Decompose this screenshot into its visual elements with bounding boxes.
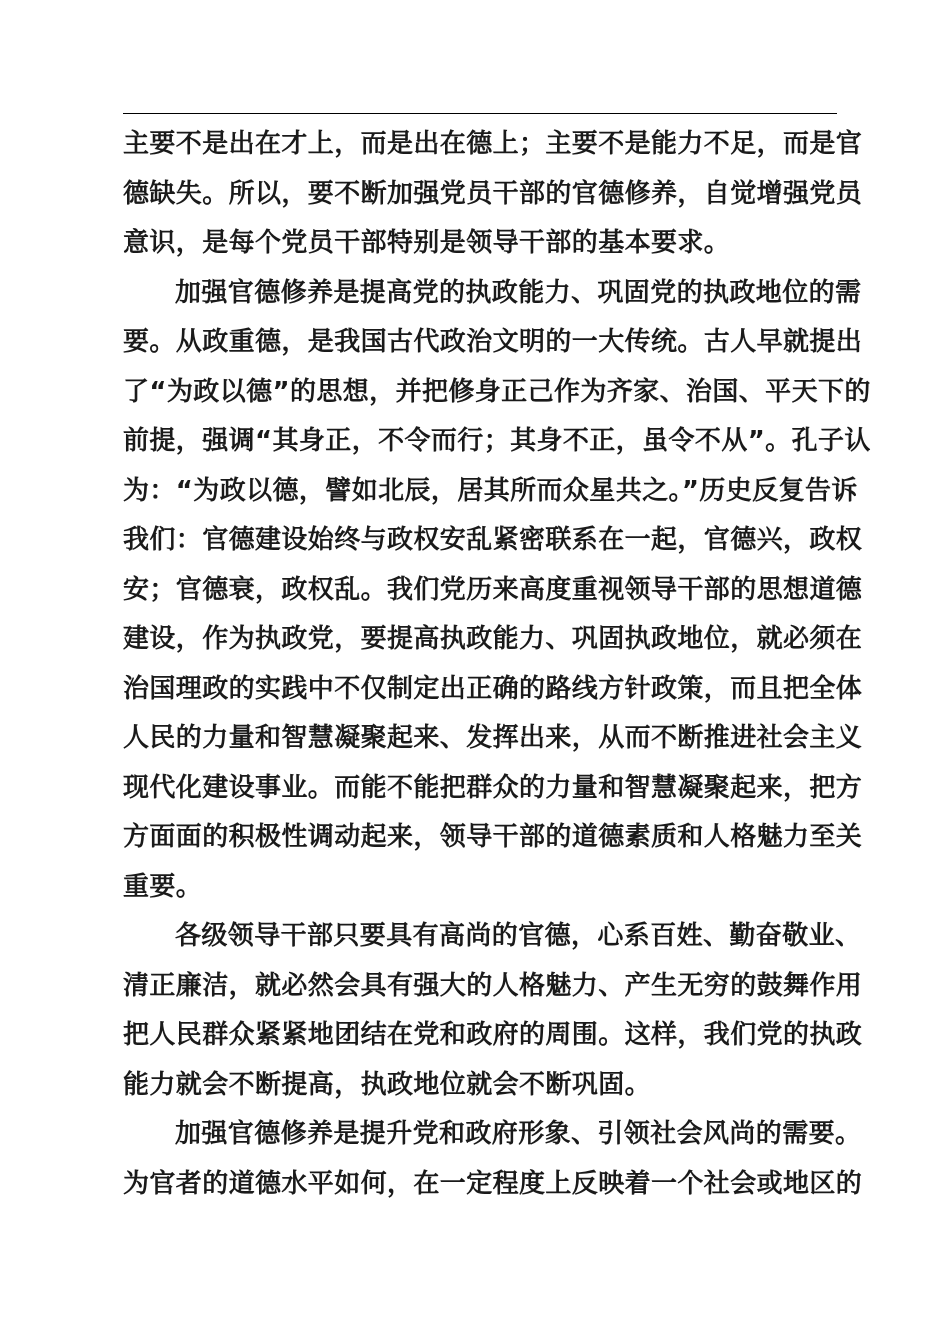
text-line: 重要。 [123,871,203,902]
header-rule [123,113,837,114]
text-line: 了“为政以德”的思想，并把修身正己作为齐家、治国、平天下的 [123,376,871,407]
text-line: 能力就会不断提高，执政地位就会不断巩固。 [123,1069,652,1100]
text-line: 清正廉洁，就必然会具有强大的人格魅力、产生无穷的鼓舞作用 [123,970,863,1001]
text-line: 把人民群众紧紧地团结在党和政府的周围。这样，我们党的执政 [123,1020,863,1050]
text-line: 为：“为政以德，譬如北辰，居其所而众星共之。”历史反复告诉 [123,475,858,506]
text-line: 我们：官德建设始终与政权安乱紧密联系在一起，官德兴，政权 [123,525,863,555]
text-line: 加强官德修养是提高党的执政能力、巩固党的执政地位的需 [175,277,862,308]
text-line: 加强官德修养是提升党和政府形象、引领社会风尚的需要。 [175,1119,862,1149]
text-line: 意识，是每个党员干部特别是领导干部的基本要求。 [123,228,731,258]
text-line: 为官者的道德水平如何，在一定程度上反映着一个社会或地区的 [123,1168,863,1199]
text-line: 要。从政重德，是我国古代政治文明的一大传统。古人早就提出 [123,327,863,357]
text-line: 安；官德衰，政权乱。我们党历来高度重视领导干部的思想道德 [123,574,863,605]
text-line: 方面面的积极性调动起来，领导干部的道德素质和人格魅力至关 [123,822,863,852]
text-line: 各级领导干部只要具有高尚的官德，心系百姓、勤奋敬业、 [175,921,862,951]
body-text [123,120,871,1209]
text-line: 现代化建设事业。而能不能把群众的力量和智慧凝聚起来，把方 [123,772,863,803]
text-line: 德缺失。所以，要不断加强党员干部的官德修养，自觉增强党员 [123,178,863,209]
text-line: 建设，作为执政党，要提高执政能力、巩固执政地位，就必须在 [123,624,863,654]
text-line: 人民的力量和智慧凝聚起来、发挥出来，从而不断推进社会主义 [123,723,863,753]
text-line: 主要不是出在才上，而是出在德上；主要不是能力不足，而是官 [123,129,863,159]
text-line: 前提，强调“其身正，不令而行；其身不正，虽令不从”。孔子认 [123,426,871,456]
text-line: 治国理政的实践中不仅制定出正确的路线方针政策，而且把全体 [123,673,863,704]
